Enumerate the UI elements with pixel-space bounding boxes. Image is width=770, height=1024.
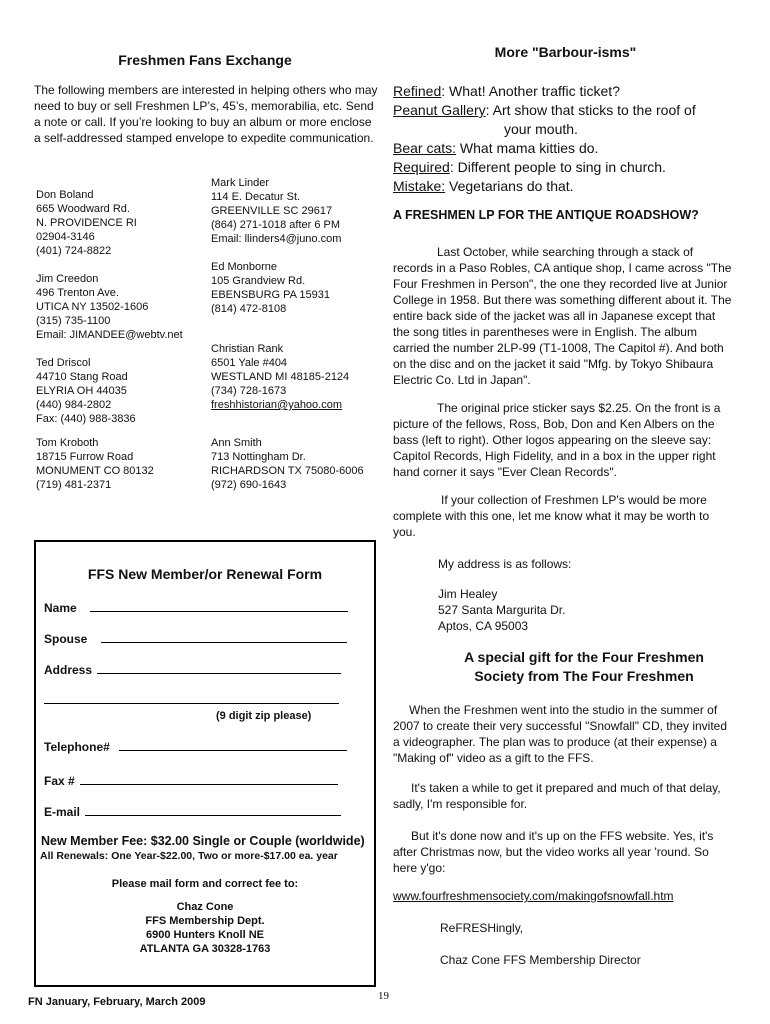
barbourism-item — [393, 101, 738, 120]
form-telephone-field[interactable] — [119, 739, 347, 751]
lp-address-intro: My address is as follows: — [438, 557, 572, 571]
form-email-field[interactable] — [85, 804, 341, 816]
form-addr-line: ATLANTA GA 30328-1763 — [139, 943, 271, 955]
form-mail-address — [36, 900, 374, 956]
form-name-label: Name — [44, 601, 77, 615]
form-name-field[interactable] — [90, 600, 348, 612]
form-address-field[interactable] — [97, 662, 341, 674]
member-smith: Ann Smith 713 Nottingham Dr. RICHARDSON TX 75080-6006 (972) 690-1643 — [211, 437, 364, 491]
lp-address-line: 527 Santa Margurita Dr. — [438, 603, 566, 617]
gift-title-line: A special gift for the Four Freshmen — [464, 649, 704, 665]
lp-paragraph-2: The original price sticker says $2.25. On the front is a picture of the fellows, Ross, Bob, Don and Ken Albers on the bass (left to right). Other logos appearing on the sleeve say: Capitol Records, High Fidelity, and in a box in the upper right hand corner it says "Ever Clean Records". — [393, 401, 721, 479]
barbourism-term: Mistake: — [393, 178, 446, 194]
membership-form — [34, 540, 376, 987]
barbourisms-title: More "Barbour-isms" — [494, 44, 637, 60]
barbourism-term: Bear cats: — [393, 140, 457, 156]
barbourism-term: Peanut Gallery — [393, 102, 486, 118]
form-addr-line: Chaz Cone — [176, 901, 234, 913]
gift-link[interactable]: www.fourfreshmensociety.com/makingofsnowfall.htm — [393, 889, 674, 903]
member-monborne: Ed Monborne 105 Grandview Rd. EBENSBURG PA 15931 (814) 472-8108 — [211, 261, 331, 315]
lp-address-line: Aptos, CA 95003 — [438, 619, 529, 633]
form-address-label: Address — [44, 663, 93, 677]
barbourism-def: : Art show that sticks to the roof of — [485, 102, 696, 118]
form-mail-line: Please mail form and correct fee to: — [111, 878, 299, 890]
form-email-label: E-mail — [44, 805, 81, 819]
form-fee-line: New Member Fee: $32.00 Single or Couple (worldwide) — [41, 834, 365, 848]
barbourisms-list — [393, 82, 738, 196]
member-creedon: Jim Creedon 496 Trenton Ave. UTICA NY 13502-1606 (315) 735-1100 Email: JIMANDEE@webtv.net — [36, 273, 183, 341]
member-rank: Christian Rank 6501 Yale #404 WESTLAND MI 48185-2124 (734) 728-1673 — [211, 343, 350, 397]
footer-issue: FN January, February, March 2009 — [28, 996, 206, 1008]
barbourism-item — [393, 82, 738, 101]
gift-title — [393, 648, 770, 686]
lp-paragraph-3: If your collection of Freshmen LP's would be more complete with this one, let me know what it may be worth to you. — [393, 493, 710, 539]
form-address-row[interactable] — [44, 662, 341, 677]
gift-paragraph-1: When the Freshmen went into the studio in the summer of 2007 to create their very successful "Snowfall" CD, they invited a videographer. The plan was to produce (at their expense) a "Making of" video as a gift to the FFS. — [393, 703, 728, 765]
form-spouse-field[interactable] — [101, 631, 347, 643]
barbourism-def: What mama kitties do. — [456, 140, 599, 156]
form-zip-note: (9 digit zip please) — [216, 710, 312, 722]
lp-title: A FRESHMEN LP FOR THE ANTIQUE ROADSHOW? — [393, 208, 699, 222]
barbourism-def: : Different people to sing in church. — [449, 159, 666, 175]
signature: Chaz Cone FFS Membership Director — [440, 953, 641, 967]
lp-paragraph-1: Last October, while searching through a stack of records in a Paso Robles, CA antique shop, I came across "The Four Freshmen in Person", the one they recorded live at Junior College in 1958. But there was something different about it. The entire back side of the jacket was all in Japanese except that the song titles in parentheses were in English. The album carried the number 2LP-99 (T1-1008, The Capitol #). And both on the disc and on the jacket it said "Mfg. by Tokyo Shibaura Electric Co. Ltd in Japan". — [393, 245, 732, 387]
member-boland: Don Boland 665 Woodward Rd. N. PROVIDENCE RI 02904-3146 (401) 724-8822 — [36, 189, 137, 257]
barbourism-def: Vegetarians do that. — [445, 178, 574, 194]
barbourism-term: Refined — [393, 83, 442, 99]
lp-address-line: Jim Healey — [438, 587, 498, 601]
member-linder: Mark Linder 114 E. Decatur St. GREENVILLE SC 29617 (864) 271-1018 after 6 PM Email: llinders4@juno.com — [211, 177, 342, 245]
barbourism-item — [393, 120, 738, 139]
form-email-row[interactable] — [44, 804, 341, 819]
gift-title-line: Society from The Four Freshmen — [474, 668, 694, 684]
form-addr-line: FFS Membership Dept. — [145, 915, 265, 927]
form-address-line2[interactable] — [44, 692, 339, 707]
form-spouse-row[interactable] — [44, 631, 347, 646]
form-telephone-label: Telephone# — [44, 740, 110, 754]
barbourism-item — [393, 177, 738, 196]
signoff: ReFRESHingly, — [440, 921, 524, 935]
gift-paragraph-3: But it's done now and it's up on the FFS website. Yes, it's after Christmas now, but the video works all year 'round. So here y'go: — [393, 829, 714, 875]
form-fax-row[interactable] — [44, 773, 338, 788]
member-driscol: Ted Driscol 44710 Stang Road ELYRIA OH 44035 (440) 984-2802 Fax: (440) 988-3836 — [36, 357, 136, 425]
barbourism-item — [393, 139, 738, 158]
form-spouse-label: Spouse — [44, 632, 88, 646]
exchange-title: Freshmen Fans Exchange — [118, 52, 292, 68]
form-renewal-line: All Renewals: One Year-$22.00, Two or more-$17.00 ea. year — [40, 850, 338, 862]
member-rank-email[interactable]: freshhistorian@yahoo.com — [211, 399, 343, 411]
form-fax-field[interactable] — [80, 773, 338, 785]
member-kroboth: Tom Kroboth 18715 Furrow Road MONUMENT CO 80132 (719) 481-2371 — [36, 437, 154, 491]
barbourism-def: : What! Another traffic ticket? — [441, 83, 620, 99]
form-title: FFS New Member/or Renewal Form — [87, 566, 323, 582]
form-name-row[interactable] — [44, 600, 348, 615]
barbourism-def: your mouth. — [504, 121, 578, 137]
exchange-intro: The following members are interested in helping others who may need to buy or sell Freshmen LP’s, 45’s, memorabilia, etc. Send a note or call. If you’re looking to buy an album or more enclose a self-addressed stamped envelope to expedite communication. — [34, 83, 378, 145]
page-number: 19 — [378, 990, 389, 1002]
form-telephone-row[interactable] — [44, 739, 347, 754]
lp-address — [438, 586, 565, 634]
form-address-field-2[interactable] — [44, 692, 339, 704]
gift-paragraph-2: It's taken a while to get it prepared and much of that delay, sadly, I'm responsible for. — [393, 781, 721, 811]
barbourism-item — [393, 158, 738, 177]
form-addr-line: 6900 Hunters Knoll NE — [146, 929, 264, 941]
barbourism-term: Required — [393, 159, 450, 175]
form-fax-label: Fax # — [44, 774, 75, 788]
